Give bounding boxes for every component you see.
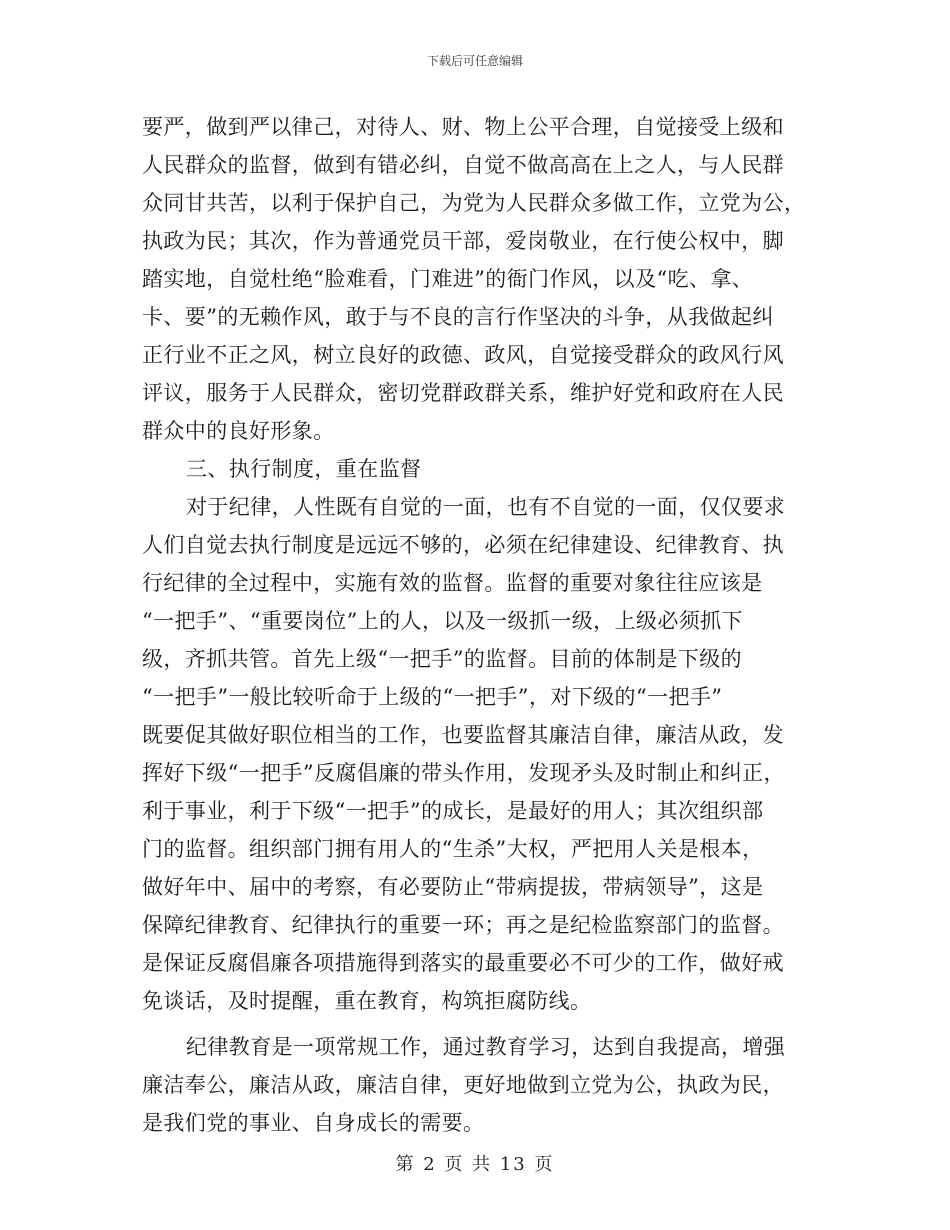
text-line: 廉洁奉公，廉洁从政，廉洁自律，更好地做到立党为公，执政为民， [142,1073,784,1097]
text-line: 是保证反腐倡廉各项措施得到落实的最重要必不可少的工作，做好戒 [142,951,784,975]
text-line: 级，齐抓共管。首先上级“一把手”的监督。目前的体制是下级的 [142,647,743,671]
text-line: 做好年中、届中的考察，有必要防止“带病提拔，带病领导”，这是 [142,875,764,899]
text-line: 行纪律的全过程中，实施有效的监督。监督的重要对象往往应该是 [142,571,763,595]
text-line: 保障纪律教育、纪律执行的重要一环；再之是纪检监察部门的监督。 [142,913,784,937]
text-line: 众同甘共苦，以利于保护自己，为党为人民群众多做工作，立党为公， [142,191,806,215]
text-line: 利于事业，利于下级“一把手”的成长，是最好的用人；其次组织部 [142,799,764,823]
heading-text: 三、执行制度，重在监督 [186,457,422,481]
text-line: 评议，服务于人民群众，密切党群政群关系，维护好党和政府在人民 [142,381,784,405]
text-line: 对于纪律，人性既有自觉的一面，也有不自觉的一面，仅仅要求 [186,495,786,519]
text-line: 踏实地，自觉杜绝“脸难看，门难进”的衙门作风，以及“吃、拿、 [142,267,754,291]
section-heading [142,450,810,488]
text-line: 群众中的良好形象。 [142,419,335,443]
text-line: 要严，做到严以律己，对待人、财、物上公平合理，自觉接受上级和 [142,115,784,139]
text-line: 卡、要”的无赖作风，敢于与不良的言行作坚决的斗争，从我做起纠 [142,305,774,329]
text-line: 纪律教育是一项常规工作，通过教育学习，达到自我提高，增强 [186,1035,786,1059]
text-line: 既要促其做好职位相当的工作，也要监督其廉洁自律，廉洁从政，发 [142,723,784,747]
page-header: 下载后可任意编辑 [426,54,523,68]
page-number-footer: 第 2 页 共 13 页 [395,1154,555,1175]
paragraph-education [142,1028,810,1142]
text-line: 是我们党的事业、自身成长的需要。 [142,1111,485,1135]
text-line: 门的监督。组织部门拥有用人的“生杀”大权，严把用人关是根本， [142,837,764,861]
paragraph-continuation [142,108,810,450]
text-line: 免谈话，及时提醒，重在教育，构筑拒腐防线。 [142,989,592,1013]
text-line: 挥好下级“一把手”反腐倡廉的带头作用，发现矛头及时制止和纠正， [142,761,785,785]
document-body [142,108,810,1142]
text-line: 正行业不正之风，树立良好的政德、政风，自觉接受群众的政风行风 [142,343,784,367]
text-line: 人民群众的监督，做到有错必纠，自觉不做高高在上之人，与人民群 [142,153,784,177]
text-line: “一把手”、“重要岗位”上的人，以及一级抓一级，上级必须抓下 [142,609,743,633]
paragraph-supervision [142,488,810,1020]
paragraph-spacer [142,1020,810,1028]
text-line: 执政为民；其次，作为普通党员干部，爱岗敬业，在行使公权中，脚 [142,229,784,253]
text-line: 人们自觉去执行制度是远远不够的，必须在纪律建设、纪律教育、执 [142,533,784,557]
text-line: “一把手”一般比较听命于上级的“一把手”，对下级的“一把手” [142,685,723,709]
